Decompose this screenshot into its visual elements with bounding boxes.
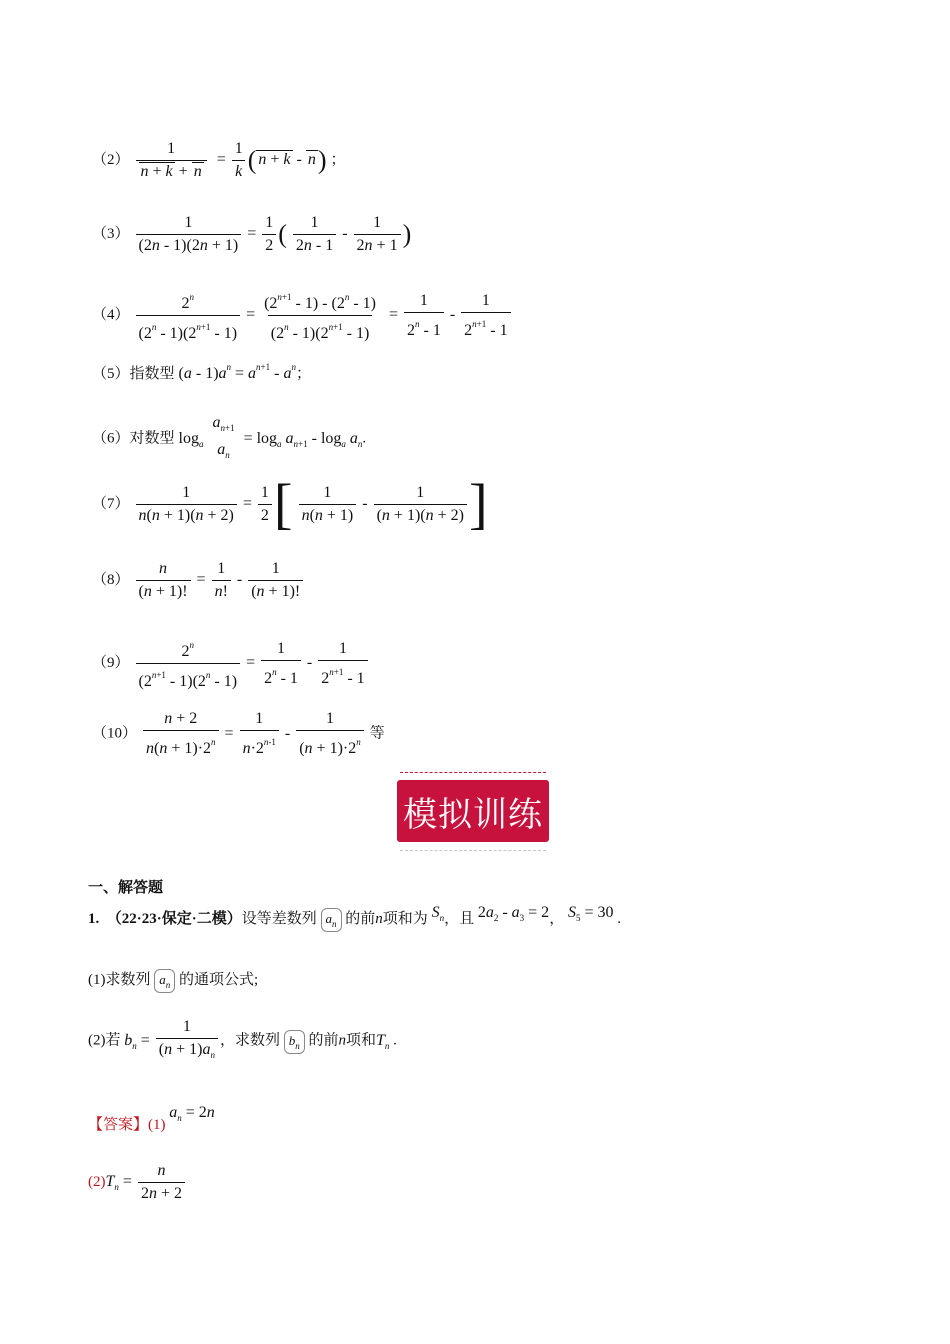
formula-9: [92, 636, 370, 691]
formula-expression: $\frac{1}{n(n + 1)(n + 2)}$ = $\frac{1}{2}$ [ $\frac{1}{n(n + 1)}$ - $\frac{1}{(n + 1)(n + 2)}$ ]: [134, 495, 488, 512]
formula-expression: $\frac{2^n}{(2^{n+1} - 1)(2^n - 1)}$ = $\frac{1}{2^n - 1}$ - $\frac{1}{2^{n+1} - 1}$: [134, 654, 370, 671]
formula-5: [92, 362, 311, 383]
formula-label: （3）: [92, 226, 130, 243]
answer-formula-2: $T_n$ = $\frac{n}{2n + 2}$: [106, 1173, 187, 1190]
formula-7: [92, 473, 488, 536]
problem-text: n: [338, 1032, 346, 1049]
problem-text: ，求数列: [219, 1032, 280, 1049]
sequence-a: $a_n$: [154, 969, 175, 993]
answer-tag: 【答案】: [88, 1117, 149, 1133]
answer-part-1: [88, 1104, 215, 1134]
formula-end: 等: [369, 725, 385, 742]
formula-label: （9）: [92, 655, 130, 672]
answer-formula-1: $a_n = 2n$: [169, 1104, 215, 1123]
section-title: 一、解答题: [88, 880, 164, 896]
answer-part-label: (1): [148, 1117, 166, 1133]
answer-part-2: [88, 1162, 187, 1203]
problem-text: 的前: [308, 1032, 339, 1049]
sequence-b: $b_n$: [284, 1030, 305, 1054]
banner-decoration-top: [400, 772, 546, 776]
problem-text: .: [617, 911, 621, 927]
formula-expression: $\frac{1}{(2n - 1)(2n + 1)}$ = $\frac{1}{2}$ ( $\frac{1}{2n - 1}$ - $\frac{1}{2n + 1}$ ): [134, 225, 412, 242]
problem-text: (1)求数列: [88, 972, 151, 988]
formula-label: （10）: [92, 725, 138, 742]
problem-number: 1.: [88, 911, 100, 927]
problem-text: 项和为: [382, 911, 428, 927]
math-bn-definition: $b_n$ = $\frac{1}{(n + 1)a_n}$: [124, 1032, 220, 1049]
problem-part-1: [88, 968, 258, 993]
formula-expression: $\frac{2^n}{(2^n - 1)(2^{n+1} - 1)}$ = $\frac{(2^{n+1} - 1) - (2^n - 1)}{(2^n - 1)(2^{n+1} - 1)}$ = $\frac{1}{2^n - 1}$ - $\frac{1}{2^{n+1} - 1}$: [134, 306, 513, 323]
problem-part-2: [88, 1018, 397, 1064]
formula-8: [92, 560, 305, 601]
formula-label: （4）: [92, 307, 130, 324]
formula-10: [92, 710, 385, 758]
formula-type: 对数型: [129, 430, 175, 447]
section-banner: 模拟训练: [397, 780, 549, 842]
formula-expression: $\log_a$ $a_{n+1}$ $a_n$ = $\log_a a_{n+1} - \log_a a_n$: [178, 414, 363, 460]
problem-text: 的通项公式;: [179, 972, 259, 988]
problem-text: 的前: [345, 911, 376, 927]
formula-expression: $\frac{n + 2}{n(n + 1)\cdot 2^n}$ = $\frac{1}{n\cdot 2^{n-1}}$ - $\frac{1}{(n + 1)\cdot 2^n}$: [141, 725, 370, 742]
problem-stem: [88, 904, 621, 932]
formula-expression: $(a - 1)a^n = a^{n+1} - a^n$: [178, 362, 296, 382]
formula-4: [92, 288, 513, 343]
formula-label: （5）: [92, 366, 130, 382]
problem-text: ，且: [444, 911, 475, 927]
problem-text: 设等差数列: [241, 911, 317, 927]
formula-3: [92, 214, 411, 255]
formula-label: （8）: [92, 572, 130, 589]
problem-text: ，: [549, 911, 565, 927]
problem-text: .: [393, 1032, 397, 1049]
formula-expression: $\frac{1}{n + k + n}$ = $\frac{1}{k}$ ( n + k - n): [134, 151, 331, 168]
formula-expression: $\frac{n}{(n + 1)!}$ = $\frac{1}{n!}$ - $\frac{1}{(n + 1)!}$: [134, 571, 306, 588]
formula-label: （7）: [92, 496, 130, 513]
formula-end: ；: [295, 366, 311, 382]
sequence-a: $a_n$: [321, 908, 342, 932]
formula-type: 指数型: [129, 366, 175, 382]
problem-source: （22·23·保定·二模）: [106, 911, 242, 927]
math-sn: $S_n$: [431, 904, 445, 923]
formula-2: [92, 140, 346, 181]
problem-text: n: [375, 911, 383, 927]
math-condition-1: $2a_2 - a_3 = 2$: [477, 904, 550, 923]
problem-text: 项和: [346, 1032, 377, 1049]
answer-part-label: (2): [88, 1174, 106, 1191]
problem-text: (2)若: [88, 1032, 121, 1049]
formula-6: [92, 414, 366, 464]
formula-end: .: [362, 430, 367, 447]
formula-label: （6）: [92, 430, 130, 447]
math-tn: $T_n$: [376, 1031, 390, 1051]
math-condition-2: $S_5 = 30$: [567, 904, 614, 923]
banner-decoration-bottom: [400, 850, 546, 854]
formula-end: ；: [330, 152, 346, 169]
formula-label: （2）: [92, 152, 130, 169]
